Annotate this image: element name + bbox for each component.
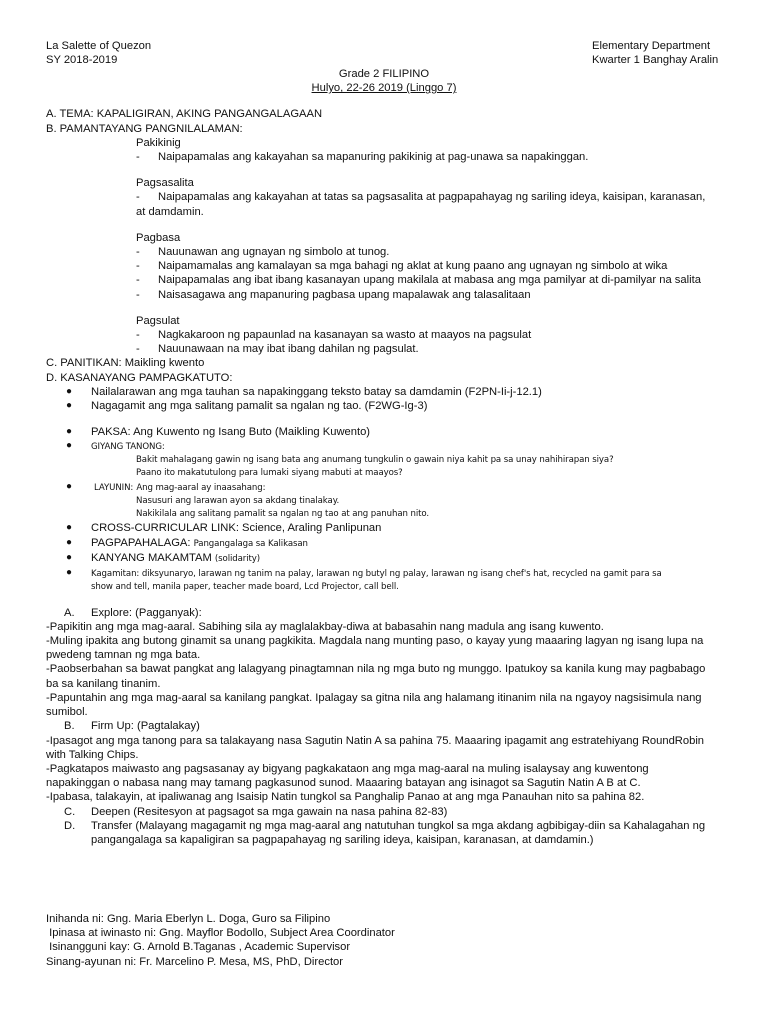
department-name: Elementary Department [592,40,711,52]
layunin-item: Nasusuri ang larawan ayon sa akdang tinalakay. [136,496,340,507]
signatories-block [46,912,395,969]
pagsasalita-title: Pagsasalita [136,177,194,190]
explore-line: pwedeng tamnan ng mga bata. [46,649,201,662]
pagsulat-item: - Nagkakaroon ng papaunlad na kasanayan sa wasto at maayos na pagsulat [136,329,532,342]
firm-up-line: with Talking Chips. [46,748,139,761]
grade-subject: Grade 2 FILIPINO [338,68,430,80]
section-c-panitikan: C. PANITIKAN: Maikling kwento [46,357,205,370]
firm-up-line: napakinggan o nabasa nang may tamang pagkasunod sunod. Maaaring batayan ang isinagot sa Sagutin Natin A B at C. [46,777,641,790]
giyang-tanong-q2: Paano ito makatutulong para lumaki siyang mabuti at maayos? [136,468,403,479]
paksa-item: ● PAKSA: Ang Kuwento ng Isang Buto (Maikling Kuwento) [66,426,371,439]
pagbasa-item: - Naipapamalas ang ibat ibang kasanayan upang makilala at mabasa ang mga pamilyar at di-pamilyar na salita [136,274,701,287]
competency-item: ● Nailalarawan ang mga tauhan sa napakinggang teksto batay sa damdamin (F2PN-Ii-j-12.1) [66,385,542,398]
explore-line: -Paobserbahan sa bawat pangkat ang lalagyang pinagtamnan nila ng mga buto ng munggo. Ipatukoy sa kanila kung may pagbabago [46,663,706,676]
quarter-plan: Kwarter 1 Banghay Aralin [592,54,719,67]
cross-curricular-item: ● CROSS-CURRICULAR LINK: Science, Araling Panlipunan [66,522,382,535]
explore-line: ba sa kanilang tinanim. [46,677,161,690]
kagamitan-item-cont: show and tell, manila paper, teacher made board, Lcd Projector, call bell. [91,581,399,592]
signatory-checked: Ipinasa at iwinasto ni: Gng. Mayflor Bodollo, Subject Area Coordinator [46,927,395,940]
pagbasa-item: - Nauunawan ang ugnayan ng simbolo at tunog. [136,246,390,259]
pagsasalita-item-cont: at damdamin. [136,205,204,218]
explore-line: sumibol. [46,706,88,719]
explore-line: -Papuntahin ang mga mag-aaral sa kanilang pangkat. Ipalagay sa gitna nila ang halamang itinanim nila na ngayoy nagsisimula nang [46,691,702,704]
layunin-item: Nakikilala ang salitang pamalit sa ngalan ng tao at ang panuhan nito. [136,509,430,520]
layunin-label: ● LAYUNIN: Ang mag-aaral ay inaasahang: [66,481,266,494]
kagamitan-item: ● Kagamitan: diksyunaryo, larawan ng tanim na palay, larawan ng butyl ng palay, larawan ng isang chef's hat, recycled na gamit para sa [66,566,662,579]
pakikinig-item: - Naipapamalas ang kakayahan sa mapanuring pakikinig at pag-unawa sa napakinggan. [136,151,589,164]
firm-up-line: -Ipabasa, talakayin, at ipaliwanag ang Isaisip Natin tungkol sa Panghalip Panao at ang mga Panauhan nito sa pahina 82. [46,791,645,804]
school-name: La Salette of Quezon [46,40,152,52]
date-week: Hulyo, 22-26 2019 (Linggo 7) [311,82,457,95]
section-d-kasanayan: D. KASANAYANG PAMPAGKATUTO: [46,371,233,384]
pagpapahalaga-item: ● PAGPAPAHALAGA: Pangangalaga sa Kalikasan [66,536,308,549]
school-year: SY 2018-2019 [46,54,118,67]
document-header [46,39,722,67]
section-b-pamantayan: B. PAMANTAYANG PANGNILALAMAN: [46,122,243,135]
deepen-heading: C. Deepen (Resitesyon at pagsagot sa mga gawain na nasa pahina 82-83) [64,805,448,818]
pagsasalita-item: - Naipapamalas ang kakayahan at tatas sa pagsasalita at pagpapahayag ng sariling ideya, kaisipan, karanasan, [136,191,706,204]
pagsulat-title: Pagsulat [136,314,180,327]
section-a-tema: A. TEMA: KAPALIGIRAN, AKING PANGANGALAGAAN [46,108,323,121]
competency-item: ● Nagagamit ang mga salitang pamalit sa ngalan ng tao. (F2WG-Ig-3) [66,400,428,413]
signatory-approved: Sinang-ayunan ni: Fr. Marcelino P. Mesa, MS, PhD, Director [46,955,344,968]
firm-up-line: -Pagkatapos maiwasto ang pagsasanay ay bigyang pagkakataon ang mga mag-aaral na muling isalaysay ang kuwentong [46,762,649,775]
firm-up-heading: B. Firm Up: (Pagtalakay) [64,720,200,733]
explore-line: -Muling ipakita ang butong ginamit sa unang pagkikita. Magdala nang munting paso, o kayay yung maaaring lagyan ng isang lupa na [46,635,704,648]
explore-line: -Papikitin ang mga mag-aaral. Sabihing sila ay maglalakbay-diwa at babasahin nang madula ang isang kuwento. [46,620,604,633]
lesson-plan-page [46,39,722,847]
transfer-heading-cont: pangangalaga sa kapaligiran sa pagpapahayag ng sariling ideya, kaisipan, karanasan, at damdamin.) [91,833,594,846]
pagsulat-item: - Nauunawaan na may ibat ibang dahilan ng pagsulat. [136,343,419,356]
pagbasa-item: - Naisasagawa ang mapanuring pagbasa upang mapalawak ang talasalitaan [136,288,531,301]
signatory-prepared: Inihanda ni: Gng. Maria Eberlyn L. Doga, Guro sa Filipino [46,913,331,925]
pakikinig-title: Pakikinig [136,136,181,149]
firm-up-line: -Ipasagot ang mga tanong para sa talakayang nasa Sagutin Natin A sa pahina 75. Maaaring ipagamit ang estratehiyang RoundRobin [46,734,705,747]
explore-heading: A. Explore: (Pagganyak): [64,606,202,619]
signatory-reviewed: Isinangguni kay: G. Arnold B.Taganas , Academic Supervisor [46,941,351,954]
pagbasa-item: - Naipamamalas ang kamalayan sa mga bahagi ng aklat at kung paano ang ugnayan ng simbolo at wika [136,260,668,273]
giyang-tanong-label: ● GIYANG TANONG: [66,440,165,453]
transfer-heading: D. Transfer (Malayang magagamit ng mga mag-aaral ang natutuhan tungkol sa mga akdang agbibigay-diin sa Kahalagahan ng [64,819,706,832]
makamtam-item: ● KANYANG MAKAMTAM (solidarity) [66,551,261,564]
giyang-tanong-q1: Bakit mahalagang gawin ng isang bata ang anumang tungkulin o gawain niya kahit pa sa unay nahihirapan siya? [136,455,614,466]
pagbasa-title: Pagbasa [136,231,181,244]
